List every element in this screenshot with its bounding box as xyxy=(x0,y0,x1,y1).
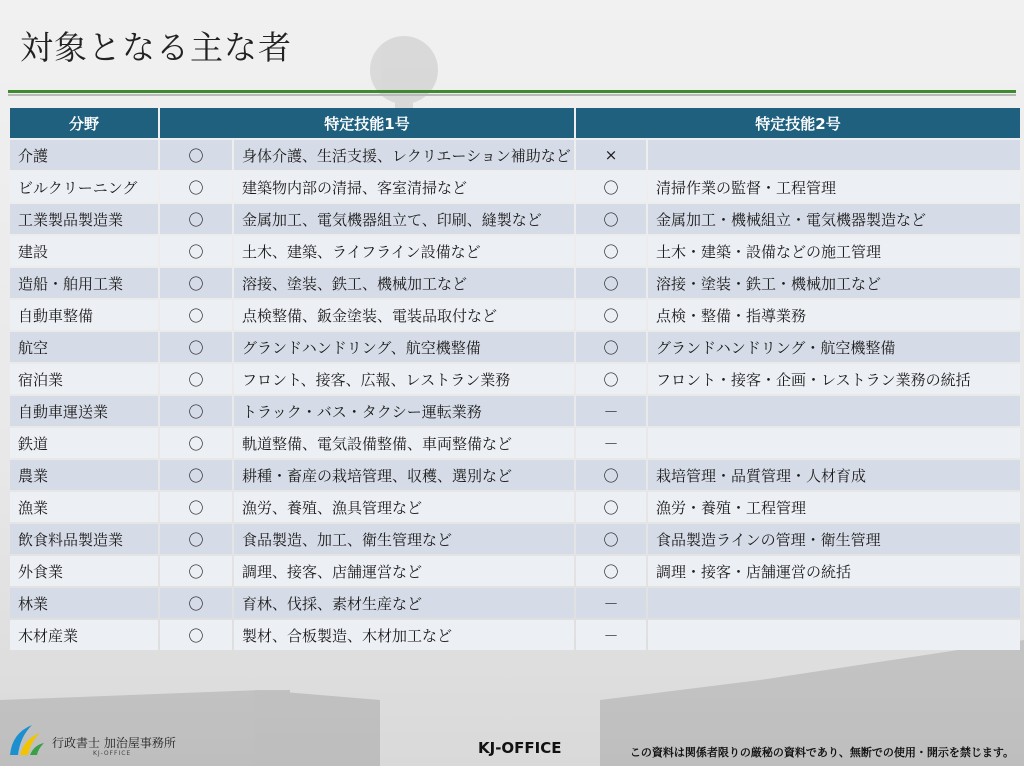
cell-skill-2-mark: － xyxy=(576,620,646,650)
table-row xyxy=(10,492,1020,522)
cell-skill-1-description: 食品製造、加工、衛生管理など xyxy=(234,524,574,554)
cell-skill-1-mark: 〇 xyxy=(160,556,232,586)
cell-field: 自動車整備 xyxy=(10,300,158,330)
cell-skill-1-description: トラック・バス・タクシー運転業務 xyxy=(234,396,574,426)
logo-green-leaf xyxy=(30,743,44,755)
cell-field: 農業 xyxy=(10,460,158,490)
table-header-row xyxy=(10,108,1020,138)
cell-skill-1-description: 身体介護、生活支援、レクリエーション補助など xyxy=(234,140,574,170)
cell-skill-1-mark: 〇 xyxy=(160,268,232,298)
table-row xyxy=(10,428,1020,458)
cell-skill-2-mark: 〇 xyxy=(576,556,646,586)
cell-skill-2-description: 漁労・養殖・工程管理 xyxy=(648,492,1020,522)
cell-skill-1-mark: 〇 xyxy=(160,140,232,170)
cell-skill-2-description: 溶接・塗装・鉄工・機械加工など xyxy=(648,268,1020,298)
cell-skill-2-description xyxy=(648,140,1020,170)
table-row xyxy=(10,460,1020,490)
cell-skill-2-mark: － xyxy=(576,428,646,458)
cell-field: 宿泊業 xyxy=(10,364,158,394)
cell-skill-2-description: 栽培管理・品質管理・人材育成 xyxy=(648,460,1020,490)
cell-skill-1-mark: 〇 xyxy=(160,428,232,458)
cell-skill-2-description xyxy=(648,428,1020,458)
cell-field: 外食業 xyxy=(10,556,158,586)
cell-skill-2-description: 調理・接客・店舗運営の統括 xyxy=(648,556,1020,586)
cell-skill-2-description: グランドハンドリング・航空機整備 xyxy=(648,332,1020,362)
cell-skill-2-description: 土木・建築・設備などの施工管理 xyxy=(648,236,1020,266)
cell-skill-1-mark: 〇 xyxy=(160,204,232,234)
table-row xyxy=(10,268,1020,298)
cell-skill-2-mark: 〇 xyxy=(576,268,646,298)
cell-skill-1-mark: 〇 xyxy=(160,524,232,554)
cell-skill-1-mark: 〇 xyxy=(160,236,232,266)
cell-skill-1-description: グランドハンドリング、航空機整備 xyxy=(234,332,574,362)
cell-skill-1-mark: 〇 xyxy=(160,588,232,618)
cell-skill-2-description xyxy=(648,620,1020,650)
cell-skill-1-description: 製材、合板製造、木材加工など xyxy=(234,620,574,650)
cell-skill-2-description: 食品製造ラインの管理・衛生管理 xyxy=(648,524,1020,554)
table-row xyxy=(10,556,1020,586)
header-skill-1: 特定技能1号 xyxy=(160,108,574,138)
cell-field: 漁業 xyxy=(10,492,158,522)
table-row xyxy=(10,204,1020,234)
office-subtitle: KJ-OFFICE xyxy=(93,750,132,757)
cell-skill-2-mark: － xyxy=(576,396,646,426)
cell-field: 造船・舶用工業 xyxy=(10,268,158,298)
cell-skill-1-description: 建築物内部の清掃、客室清掃など xyxy=(234,172,574,202)
pillar-silhouette xyxy=(262,690,290,766)
cell-skill-2-mark: × xyxy=(576,140,646,170)
title-underline xyxy=(8,90,1016,93)
skills-table xyxy=(8,106,1022,652)
title-underline-shadow xyxy=(8,94,1016,96)
cell-skill-2-mark: 〇 xyxy=(576,492,646,522)
cell-skill-2-mark: 〇 xyxy=(576,236,646,266)
cell-skill-1-description: 漁労、養殖、漁具管理など xyxy=(234,492,574,522)
cell-skill-1-mark: 〇 xyxy=(160,332,232,362)
cell-skill-1-mark: 〇 xyxy=(160,364,232,394)
cell-skill-2-description xyxy=(648,588,1020,618)
cell-skill-1-mark: 〇 xyxy=(160,492,232,522)
cell-skill-2-mark: 〇 xyxy=(576,204,646,234)
cell-skill-2-mark: － xyxy=(576,588,646,618)
cell-skill-1-description: 耕種・畜産の栽培管理、収穫、選別など xyxy=(234,460,574,490)
office-name: 行政書士 加治屋事務所 xyxy=(52,736,176,750)
cell-skill-1-description: 育林、伐採、素材生産など xyxy=(234,588,574,618)
table-row xyxy=(10,396,1020,426)
cell-skill-2-mark: 〇 xyxy=(576,460,646,490)
cell-skill-1-description: 軌道整備、電気設備整備、車両整備など xyxy=(234,428,574,458)
cell-skill-1-description: 土木、建築、ライフライン設備など xyxy=(234,236,574,266)
cell-skill-2-mark: 〇 xyxy=(576,524,646,554)
cell-skill-1-mark: 〇 xyxy=(160,300,232,330)
cell-skill-1-description: 点検整備、鈑金塗装、電装品取付など xyxy=(234,300,574,330)
cell-field: 自動車運送業 xyxy=(10,396,158,426)
cell-skill-2-description: 点検・整備・指導業務 xyxy=(648,300,1020,330)
cell-skill-2-mark: 〇 xyxy=(576,300,646,330)
cell-field: ビルクリーニング xyxy=(10,172,158,202)
table-row xyxy=(10,236,1020,266)
cell-field: 林業 xyxy=(10,588,158,618)
table-row xyxy=(10,172,1020,202)
cell-skill-2-description xyxy=(648,396,1020,426)
table-row xyxy=(10,332,1020,362)
header-field: 分野 xyxy=(10,108,158,138)
cell-skill-2-description: 金属加工・機械組立・電気機器製造など xyxy=(648,204,1020,234)
confidential-notice: この資料は関係者限りの厳秘の資料であり、無断での使用・開示を禁じます。 xyxy=(629,746,1014,759)
table-row xyxy=(10,140,1020,170)
cell-skill-2-mark: 〇 xyxy=(576,364,646,394)
table-row xyxy=(10,300,1020,330)
cell-skill-2-description: フロント・接客・企画・レストラン業務の統括 xyxy=(648,364,1020,394)
cell-field: 飲食料品製造業 xyxy=(10,524,158,554)
table-row xyxy=(10,364,1020,394)
street-silhouette-left xyxy=(0,690,380,766)
cell-field: 航空 xyxy=(10,332,158,362)
cell-skill-2-description: 清掃作業の監督・工程管理 xyxy=(648,172,1020,202)
table-row xyxy=(10,588,1020,618)
cell-skill-1-mark: 〇 xyxy=(160,396,232,426)
cell-skill-1-description: フロント、接客、広報、レストラン業務 xyxy=(234,364,574,394)
cell-skill-1-mark: 〇 xyxy=(160,620,232,650)
slide-title: 対象となる主な者 xyxy=(20,28,292,67)
kj-office-logo xyxy=(6,721,46,761)
footer-brand: KJ-OFFICE xyxy=(478,739,562,757)
cell-skill-2-mark: 〇 xyxy=(576,332,646,362)
cell-field: 介護 xyxy=(10,140,158,170)
cell-field: 鉄道 xyxy=(10,428,158,458)
table-row xyxy=(10,524,1020,554)
header-skill-2: 特定技能2号 xyxy=(576,108,1020,138)
cell-field: 工業製品製造業 xyxy=(10,204,158,234)
cell-skill-2-mark: 〇 xyxy=(576,172,646,202)
cell-skill-1-mark: 〇 xyxy=(160,460,232,490)
cell-field: 木材産業 xyxy=(10,620,158,650)
cell-skill-1-description: 溶接、塗装、鉄工、機械加工など xyxy=(234,268,574,298)
cell-field: 建設 xyxy=(10,236,158,266)
cell-skill-1-description: 調理、接客、店舗運営など xyxy=(234,556,574,586)
cell-skill-1-description: 金属加工、電気機器組立て、印刷、縫製など xyxy=(234,204,574,234)
table-row xyxy=(10,620,1020,650)
cell-skill-1-mark: 〇 xyxy=(160,172,232,202)
